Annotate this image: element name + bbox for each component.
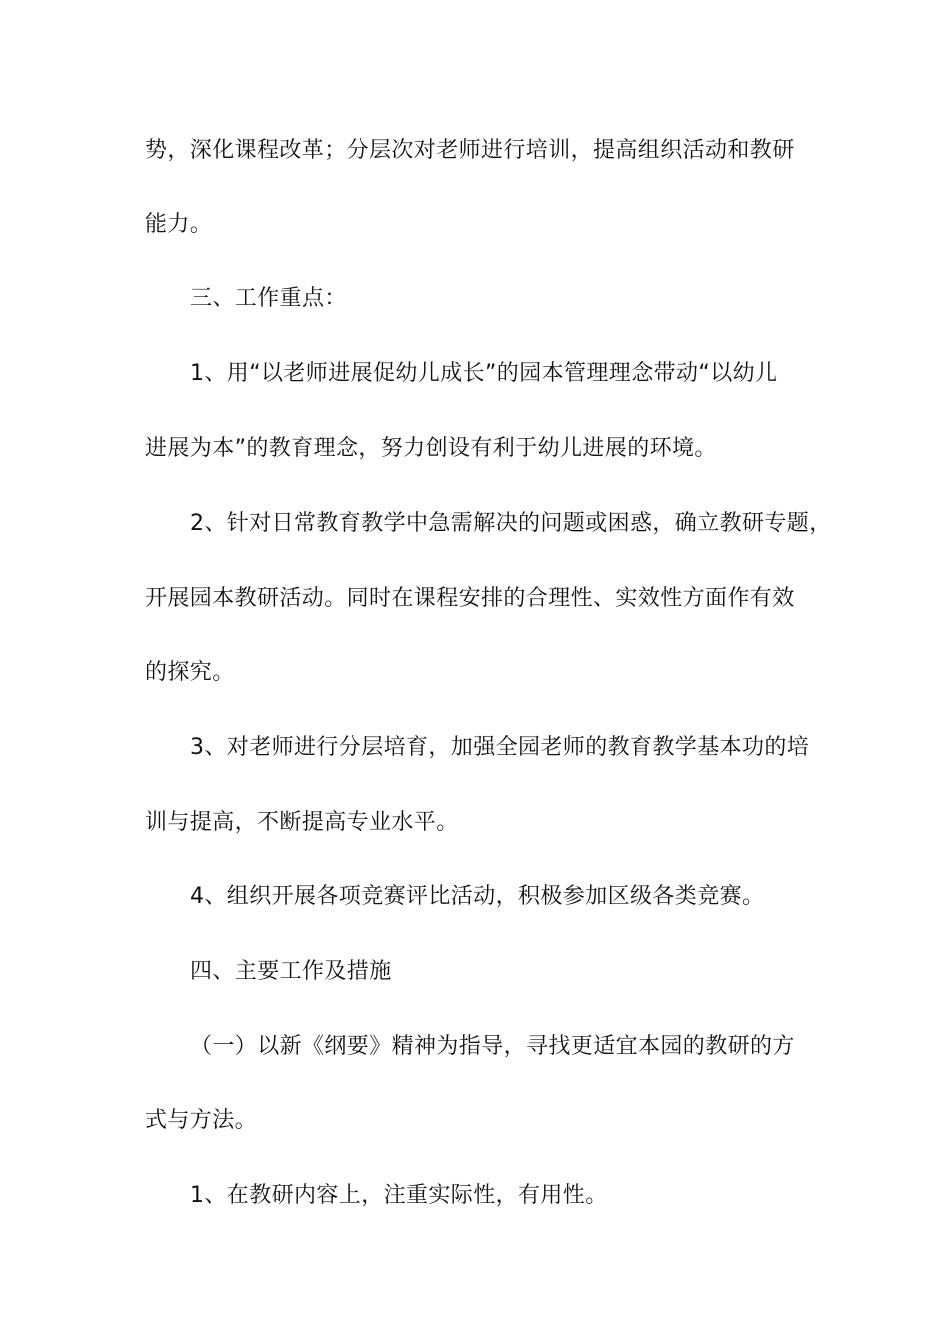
text-line: 的探究。 — [145, 660, 235, 685]
text-line: 2、针对日常教育教学中急需解决的问题或困惑，确立教研专题， — [190, 511, 832, 536]
text-line: 能力。 — [145, 212, 213, 237]
text-line: （一）以新《纲要》精神为指导，寻找更适宜本园的教研的方 — [190, 1034, 795, 1059]
text-line: 4、组织开展各项竞赛评比活动，积极参加区级各类竞赛。 — [190, 884, 765, 909]
text-line: 1、在教研内容上，注重实际性，有用性。 — [190, 1183, 608, 1208]
text-line: 训与提高，不断提高专业水平。 — [145, 810, 459, 835]
text-line: 式与方法。 — [145, 1108, 258, 1133]
text-line: 1、用“以老师进展促幼儿成长”的园本管理理念带动“以幼儿 — [190, 361, 778, 386]
text-line: 3、对老师进行分层培育，加强全园老师的教育教学基本功的培 — [190, 735, 810, 760]
text-line: 势，深化课程改革；分层次对老师进行培训，提高组织活动和教研 — [145, 138, 795, 163]
section-heading: 三、工作重点： — [190, 286, 347, 311]
text-line: 开展园本教研活动。同时在课程安排的合理性、实效性方面作有效 — [145, 586, 795, 611]
text-line: 进展为本”的教育理念，努力创设有利于幼儿进展的环境。 — [145, 436, 717, 461]
section-heading: 四、主要工作及措施 — [190, 959, 392, 984]
